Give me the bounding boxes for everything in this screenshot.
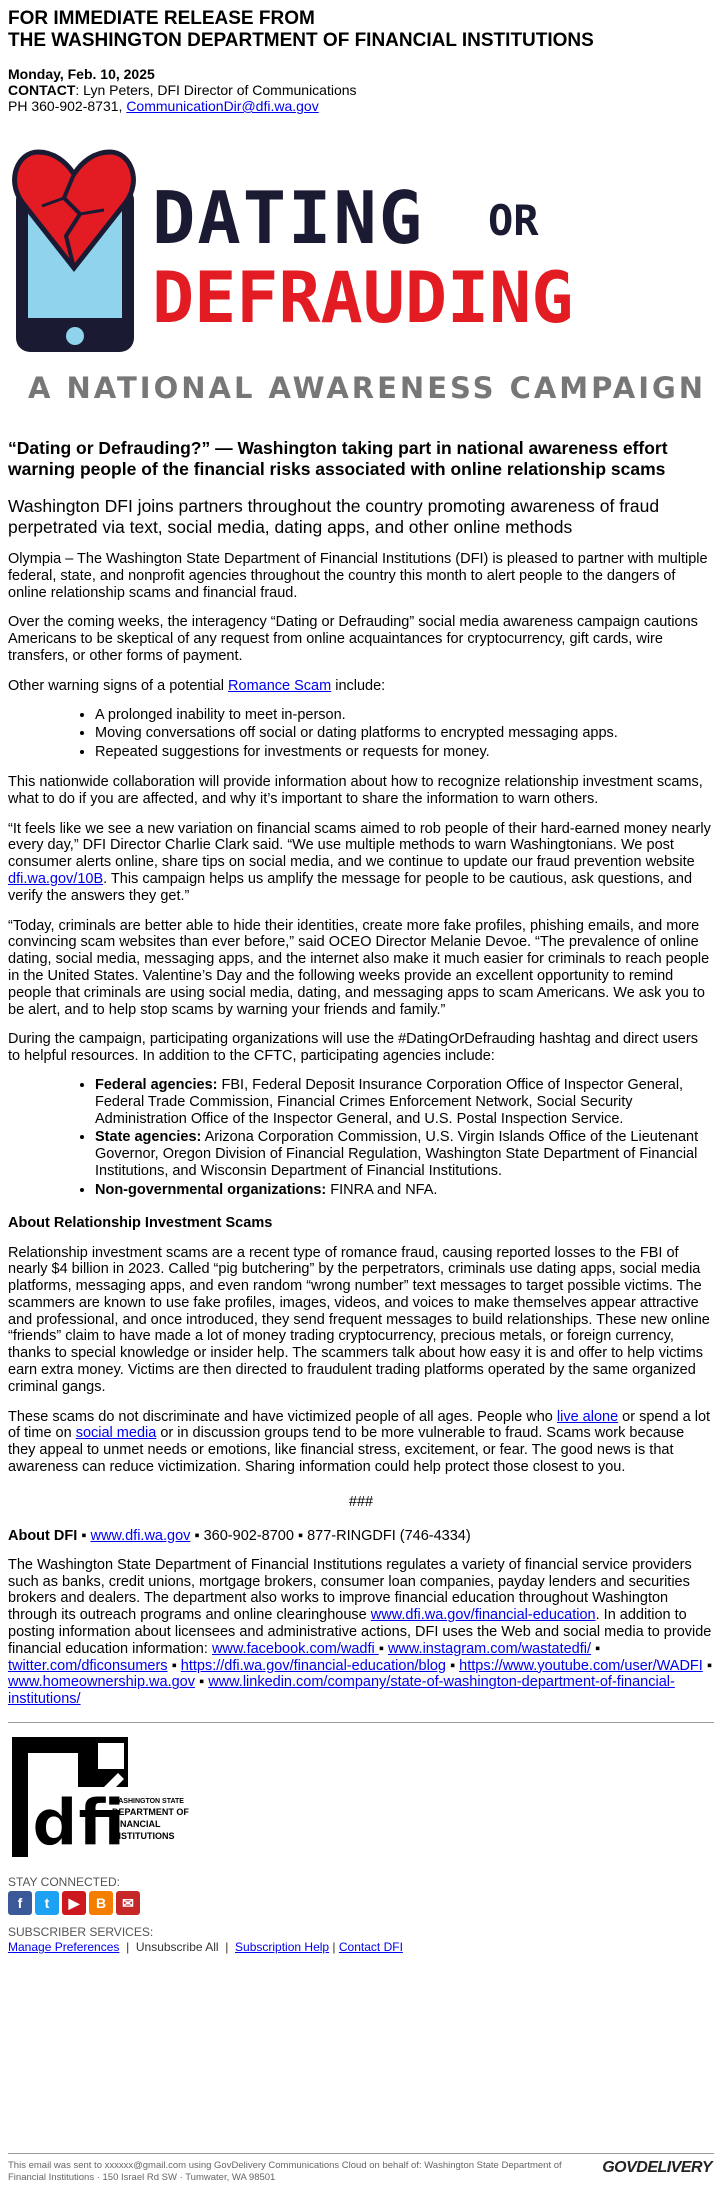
financial-education-link[interactable]: www.dfi.wa.gov/financial-education [370,1607,596,1624]
linkedin-link[interactable]: www.linkedin.com/company/state-of-washington-department-of-financial-institutions/ [8,1674,675,1708]
agency-label: State agencies: [95,1129,202,1146]
social-icons [8,1891,714,1915]
release-header-line2: THE WASHINGTON DEPARTMENT OF FINANCIAL INSTITUTIONS [8,30,594,51]
email-icon[interactable]: ✉ [116,1891,140,1915]
romance-scam-link[interactable]: Romance Scam [228,677,332,694]
separator: | [119,1940,136,1955]
vulnerable-text-tail: or in discussion groups tend to be more vulnerable to fraud. Scams work because they appeal to unmet needs or emotions, like financial stress, excitement, or fear. The good news is that awareness can reduce victimization. Sharing information could help protect those closest to you. [8,1425,685,1476]
list-item [95,1077,714,1127]
blog-link[interactable]: https://dfi.wa.gov/financial-education/blog [180,1657,446,1674]
subscriber-links [8,1940,714,1954]
banner-word-dating: DATING [152,176,425,260]
twitter-link[interactable]: twitter.com/dficonsumers [8,1657,168,1674]
agency-label: Federal agencies: [95,1076,218,1093]
paragraph-warning-signs [8,678,714,695]
about-dfi-text: The Washington State Department of Financial Institutions regulates a variety of financial service providers such as banks, credit unions, mortgage brokers, consumer loan companies, payday lenders and securities brokers and dealers. The department also works to improve financial education throughout Washington through its outreach programs and online clearinghouse [8,1556,692,1624]
list-item [95,1129,714,1179]
dfi-logo-line2: DEPARTMENT OF [112,1807,189,1818]
paragraph-clark-quote [8,821,714,905]
separator: ▪ [378,1640,388,1657]
email-footer [8,2153,714,2184]
separator: | [218,1940,236,1955]
facebook-link[interactable]: www.facebook.com/wadfi [211,1640,379,1657]
campaign-banner [8,140,714,410]
contact-line [8,82,714,98]
separator: ▪ [77,1527,91,1544]
agencies-list [8,1077,714,1199]
list-item: • Repeated suggestions for investments or requests for money. [95,744,714,761]
blogger-icon[interactable]: B [89,1891,113,1915]
about-scams-heading: About Relationship Investment Scams [8,1214,273,1231]
separator: ▪ [194,1674,209,1691]
youtube-link[interactable]: https://www.youtube.com/user/WADFI [459,1657,703,1674]
agency-label: Non-governmental organizations: [95,1181,327,1198]
contact-label: CONTACT [8,82,76,98]
vulnerable-text-mid: or spend a lot of time on [8,1408,711,1442]
contact-dfi-link[interactable]: Contact DFI [338,1940,403,1955]
paragraph-vulnerable [8,1409,714,1476]
about-dfi-label: About DFI [8,1527,78,1544]
separator: | [329,1940,339,1955]
release-header-line1: FOR IMMEDIATE RELEASE FROM [8,8,315,29]
separator: ▪ [591,1640,601,1657]
warning-signs-text: Other warning signs of a potential [8,677,229,694]
dfi-logo-line1: WASHINGTON STATE [112,1798,184,1806]
fraud-prevention-link[interactable]: dfi.wa.gov/10B [8,870,104,887]
separator: ▪ [445,1657,460,1674]
warning-signs-tail: include: [331,677,386,694]
about-dfi-text-2: . In addition to posting information about licensees and administrative actions, DFI uses the Web and social media to provide financial education information: [8,1607,712,1657]
youtube-icon[interactable]: ▶ [62,1891,86,1915]
stay-connected-label: STAY CONNECTED: [8,1875,121,1890]
banner-word-or: OR [488,196,539,245]
paragraph-collaboration: This nationwide collaboration will provide information about how to recognize relationship investment scams, what to do if you are affected, and why it’s important to share the information to warn others. [8,773,703,807]
live-alone-link[interactable]: live alone [556,1408,619,1425]
dfi-logo [8,1733,204,1863]
dfi-logo-letters: dfi [32,1787,126,1862]
warning-signs-list [8,707,714,761]
about-dfi-line [8,1528,714,1544]
subscription-help-link[interactable]: Subscription Help [235,1940,330,1955]
contact-text: : Lyn Peters, DFI Director of Communications [75,82,357,98]
social-media-link[interactable]: social media [75,1425,157,1442]
list-item: • Moving conversations off social or dating platforms to encrypted messaging apps. [95,725,714,742]
article-headline: “Dating or Defrauding?” — Washington taking part in national awareness effort warning people of the financial risks associated with online relationship scams [8,438,668,479]
clark-quote-tail: . This campaign helps us amplify the message for people to be cautious, ask questions, and verify the answers they get.” [8,870,693,904]
homeownership-link[interactable]: www.homeownership.wa.gov [8,1674,195,1691]
dfi-logo-graphic [8,1733,204,1863]
instagram-link[interactable]: www.instagram.com/wastatedfi/ [387,1640,592,1657]
agency-text: Arizona Corporation Commission, U.S. Virgin Islands Office of the Lieutenant Governor, Oregon Division of Financial Regulation, Washington State Department of Financial Institutions, and Wisconsin Department of Financial Institutions. [95,1129,699,1179]
end-marker: ### [348,1493,374,1510]
paragraph-intro: Olympia – The Washington State Department of Financial Institutions (DFI) is pleased to partner with multiple federal, state, and nonprofit agencies throughout the country this month to alert people to the dangers of online relationship scams and financial fraud. [8,551,708,601]
section-divider [8,1722,714,1723]
release-date: Monday, Feb. 10, 2025 [8,66,155,82]
dfi-logo-line4: INSTITUTIONS [112,1831,175,1842]
paragraph-campaign: Over the coming weeks, the interagency “Dating or Defrauding” social media awareness campaign cautions Americans to be skeptical of any request from online acquaintances for cryptocurrency, gift cards, wire transfers, or other forms of payment. [8,614,698,664]
phone-text: PH 360-902-8731, [8,98,127,114]
agency-text: FINRA and NFA. [326,1181,438,1198]
article-subhead: Washington DFI joins partners throughout the country promoting awareness of fraud perpetrated via text, social media, dating apps, and other online methods [8,496,660,537]
phone-line [8,98,714,114]
dfi-phone-numbers: ▪ 360-902-8700 ▪ 877-RINGDFI (746-4334) [190,1527,471,1544]
manage-preferences-link[interactable]: Manage Preferences [8,1940,120,1955]
unsubscribe-all-link[interactable]: Unsubscribe All [135,1940,219,1955]
phone-heart-icon [15,152,134,352]
paragraph-participants: During the campaign, participating organizations will use the #DatingOrDefrauding hashtag and direct users to helpful resources. In addition to the CFTC, participating agencies include: [8,1031,698,1065]
paragraph-devoe-quote: “Today, criminals are better able to hide their identities, create more fake profiles, phishing emails, and more convincing scam websites than ever before,” said OCEO Director Melanie Devoe. “The prevalence of online dating, social media, messaging apps, and the internet also make it much easier for criminals to reach people in the United States. Valentine’s Day and the following weeks provide an excellent opportunity to remind people that criminals are using social media, dating, and messaging apps to scam Americans. We ask you to be alert, and to help stop scams by warning your friends and family.” [8,917,710,1018]
banner-word-defrauding: DEFRAUDING [152,257,574,339]
paragraph-about-dfi [8,1557,714,1708]
contact-email-link[interactable]: CommunicationDir@dfi.wa.gov [126,98,319,114]
clark-quote-text: “It feels like we see a new variation on financial scams aimed to rob people of their hard-earned money nearly every day,” DFI Director Charlie Clark said. “We use multiple methods to warn Washingtonians. We post consumer alerts online, share tips on social media, and we continue to update our fraud prevention website [8,820,711,871]
govdelivery-logo[interactable]: GOVDELIVERY [602,2159,712,2176]
paragraph-scams-explained: Relationship investment scams are a recent type of romance fraud, causing reported losses to the FBI of nearly $4 billion in 2023. Called “pig butchering” by the perpetrators, criminals use dating apps, social media platforms, messaging apps, and even random “wrong number” text messages to target possible victims. The scammers are known to use fake profiles, images, videos, and voices to make themselves appear attractive and professional, and once introduced, they send frequent messages to build relationships. These new online “friends” claim to have made a lot of money trading cryptocurrency, precious metals, or foreign currency, thanks to special knowledge or insider help. The scammers talk about how easy it is and offer to help victims earn extra money. Victims are then directed to fraudulent trading platforms operated by the same organized criminal gangs. [8,1244,710,1395]
dfi-logo-line3: FINANCIAL [112,1819,161,1830]
separator: ▪ [702,1657,712,1674]
list-item: • A prolonged inability to meet in-person. [95,707,714,724]
list-item [95,1182,714,1199]
agency-text: FBI, Federal Deposit Insurance Corporation Office of Inspector General, Federal Trade Commission, Financial Crimes Enforcement Network, Social Security Administration Office of the Inspector General, and U.S. Postal Inspection Service. [95,1076,684,1127]
twitter-icon[interactable]: t [35,1891,59,1915]
dfi-website-link[interactable]: www.dfi.wa.gov [90,1527,191,1544]
footer-text-line2: Financial Institutions · 150 Israel Rd SW · Tumwater, WA 98501 [8,2172,276,2183]
footer-text-line1: This email was sent to xxxxxx@gmail.com using GovDelivery Communications Cloud on behalf of: Washington State Department of [8,2160,562,2171]
subscriber-services-label: SUBSCRIBER SERVICES: [8,1925,154,1940]
separator: ▪ [167,1657,181,1674]
vulnerable-text: These scams do not discriminate and have victimized people of all ages. People who [8,1408,557,1425]
facebook-icon[interactable]: f [8,1891,32,1915]
banner-tagline: A NATIONAL AWARENESS CAMPAIGN [28,371,707,405]
